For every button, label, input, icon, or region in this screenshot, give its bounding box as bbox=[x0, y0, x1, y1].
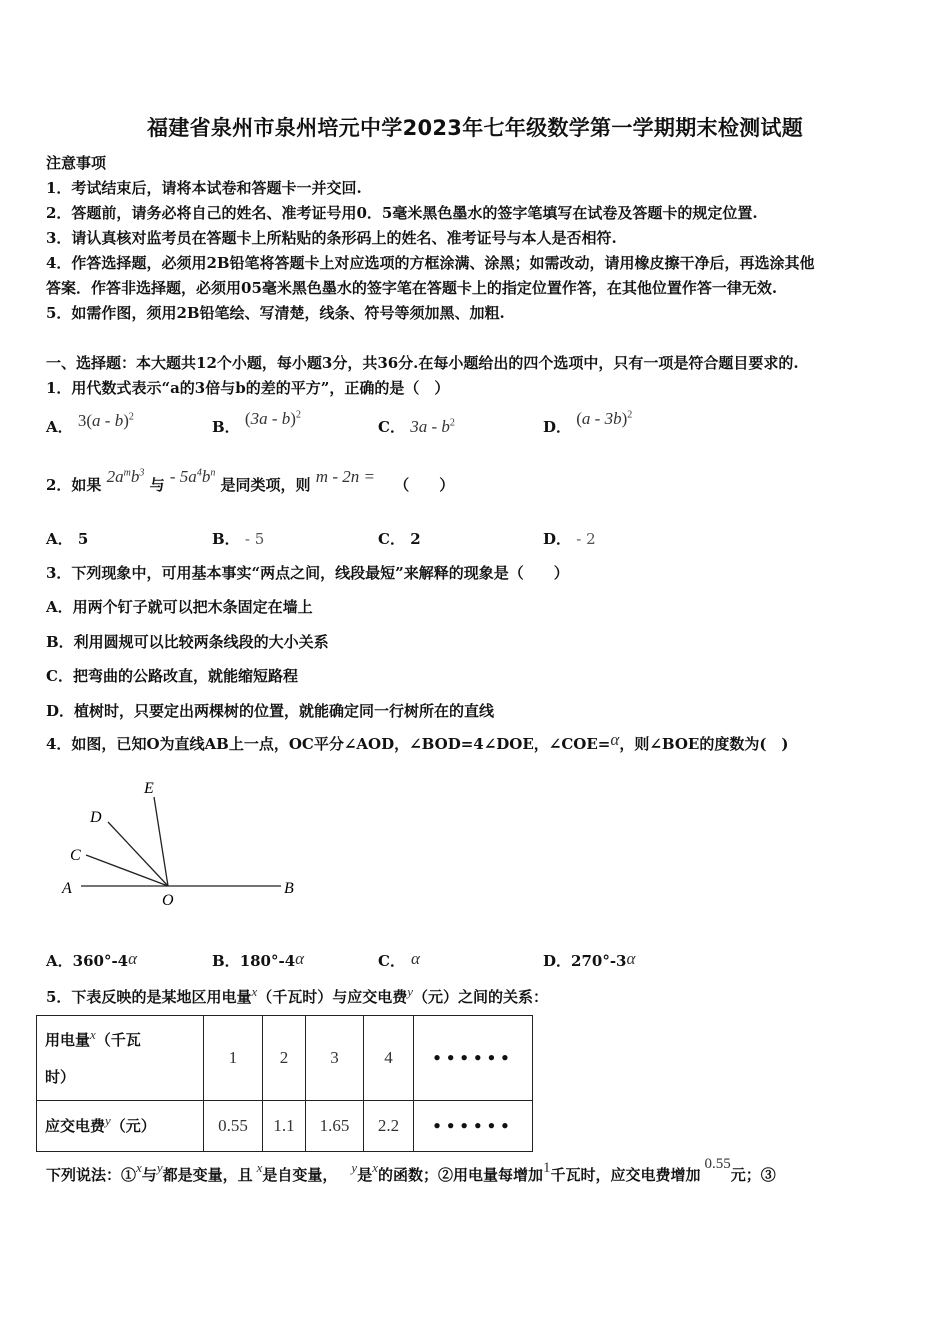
q2-option-c bbox=[378, 528, 421, 549]
notice-item: 1．考试结束后，请将本试卷和答题卡一并交回. bbox=[46, 179, 362, 197]
num-one: 1 bbox=[543, 1160, 551, 1176]
stmt-text: 的函数；②用电量每增加 bbox=[377, 1166, 543, 1184]
term1-exp-3: 3 bbox=[139, 467, 145, 479]
notice-item: 3．请认真核对监考员在答题卡上所粘贴的条形码上的姓名、准考证号与本人是否相符. bbox=[46, 229, 617, 247]
table-cell: 0.55 bbox=[204, 1101, 263, 1152]
option-label: B． bbox=[212, 418, 240, 436]
q1-option-d: D． (a - 3b)$^2$ bbox=[543, 409, 633, 436]
stmt-text: 元；③ bbox=[730, 1166, 776, 1184]
q2-option-a bbox=[46, 528, 88, 549]
ray-OC bbox=[86, 855, 168, 886]
term2-exp-4: 4 bbox=[196, 467, 202, 479]
option-label: B． bbox=[212, 952, 240, 970]
option-value: 270°-3 bbox=[571, 952, 627, 970]
q3-option-d: D．植树时，只要定出两棵树的位置，就能确定同一行树所在的直线 bbox=[46, 702, 495, 720]
stmt-text: 都是变量，且 bbox=[162, 1166, 253, 1184]
option-label: C． bbox=[378, 418, 405, 436]
point-label-O: O bbox=[162, 892, 174, 909]
header-text: 应交电费 bbox=[45, 1116, 106, 1135]
point-label-A: A bbox=[62, 880, 72, 897]
alpha-symbol: α bbox=[610, 730, 620, 749]
table-cell: 1.1 bbox=[263, 1101, 306, 1152]
question-4-stem bbox=[46, 730, 789, 754]
math-expr: a - b bbox=[92, 411, 124, 430]
q1-option-c bbox=[378, 416, 455, 437]
option-value: 5 bbox=[77, 530, 89, 548]
header-text: （元） bbox=[110, 1116, 156, 1135]
page-title: 福建省泉州市泉州培元中学2023年七年级数学第一学期期末检测试题 bbox=[146, 116, 804, 140]
q4-option-d bbox=[543, 950, 635, 971]
point-label-B: B bbox=[284, 880, 294, 897]
q2-with: 与 bbox=[149, 476, 165, 494]
num-amount: 0.55 bbox=[704, 1156, 731, 1172]
term2-exp-n: n bbox=[210, 467, 216, 479]
option-label: D． bbox=[543, 418, 572, 436]
option-value: 180°-4 bbox=[239, 952, 296, 970]
alpha-symbol: α bbox=[410, 949, 420, 968]
stmt-text: 是 bbox=[357, 1166, 373, 1184]
q5-stem-c: （元）之间的关系： bbox=[413, 988, 549, 1006]
var-y: y bbox=[351, 1160, 358, 1175]
table-cell: 1.65 bbox=[306, 1101, 364, 1152]
option-label: D． bbox=[543, 530, 572, 548]
math-expr: a - 3b bbox=[581, 409, 622, 428]
alpha-symbol: α bbox=[295, 949, 305, 968]
notice-item: 答案．作答非选择题，必须用05毫米黑色墨水的签字笔在答题卡上的指定位置作答，在其他位置作答一律无效. bbox=[46, 279, 778, 297]
q2-option-b bbox=[212, 528, 264, 549]
term2-coef: - 5a bbox=[169, 467, 197, 486]
notice-item: 5．如需作图，须用2B铅笔绘、写清楚，线条、符号等须加黑、加粗. bbox=[46, 304, 505, 322]
table-cell: 2 bbox=[263, 1016, 306, 1101]
term2-b: b bbox=[201, 467, 211, 486]
q4-option-c bbox=[378, 950, 420, 971]
option-value: 360°-4 bbox=[72, 952, 129, 970]
table-header-cell bbox=[37, 1101, 204, 1152]
table-cell: 4 bbox=[364, 1016, 414, 1101]
q3-option-b: B．利用圆规可以比较两条线段的大小关系 bbox=[46, 633, 329, 651]
option-value: 2 bbox=[410, 530, 421, 548]
q3-option-c: C．把弯曲的公路改直，就能缩短路程 bbox=[46, 667, 298, 685]
notice-heading: 注意事项 bbox=[46, 154, 107, 172]
question-3-stem: 3．下列现象中，可用基本事实“两点之间，线段最短”来解释的现象是（ ） bbox=[46, 564, 569, 582]
option-label: C． bbox=[378, 530, 405, 548]
q4-stem-b: ，则∠BOE的度数为( ) bbox=[619, 735, 789, 753]
section-heading: 一、选择题：本大题共12个小题，每小题3分，共36分.在每小题给出的四个选项中，只有一项是符合题目要求的. bbox=[46, 354, 799, 372]
option-value: - 2 bbox=[576, 530, 596, 548]
point-label-E: E bbox=[144, 780, 154, 797]
stmt-text: 与 bbox=[141, 1166, 157, 1184]
q4-option-a bbox=[46, 950, 137, 971]
q2-same: 是同类项，则 bbox=[220, 476, 311, 494]
q4-stem-a: 4．如图，已知O为直线AB上一点，OC平分∠AOD，∠BOD=4∠DOE，∠COE= bbox=[46, 735, 611, 753]
q2-expr: m - 2n = bbox=[315, 467, 375, 486]
point-label-C: C bbox=[70, 847, 81, 864]
q5-statements bbox=[46, 1156, 776, 1185]
term1-exp-m: m bbox=[123, 467, 131, 479]
var-y: y bbox=[105, 1112, 111, 1128]
option-label: C． bbox=[378, 952, 405, 970]
var-x: x bbox=[251, 984, 258, 999]
math-exp: 2 bbox=[295, 409, 301, 421]
math-coef: 3 bbox=[77, 411, 87, 430]
question-5-stem bbox=[46, 986, 548, 1007]
math-exp: 2 bbox=[449, 417, 455, 429]
var-x: x bbox=[372, 1160, 378, 1175]
point-label-D: D bbox=[90, 809, 102, 826]
alpha-symbol: α bbox=[128, 949, 138, 968]
table-cell-ellipsis: •••••• bbox=[414, 1016, 533, 1101]
table-cell: 1 bbox=[204, 1016, 263, 1101]
stmt-text: 千瓦时，应交电费增加 bbox=[550, 1166, 701, 1184]
option-label: B． bbox=[212, 530, 240, 548]
q2-option-d bbox=[543, 528, 596, 549]
table-cell: 2.2 bbox=[364, 1101, 414, 1152]
notice-item: 2．答题前，请务必将自己的姓名、准考证号用0．5毫米黑色墨水的签字笔填写在试卷及答题卡的规定位置. bbox=[46, 204, 758, 222]
table-row bbox=[37, 1016, 533, 1101]
var-y: y bbox=[156, 1160, 163, 1175]
math-expr: 3a - b bbox=[410, 417, 450, 436]
q1-option-b: B． (3a - b)$^2$ bbox=[212, 409, 301, 436]
table-cell-ellipsis: •••••• bbox=[414, 1101, 533, 1152]
q5-stem-a: 5．下表反映的是某地区用电量 bbox=[46, 988, 252, 1006]
var-x: x bbox=[256, 1160, 263, 1175]
var-x: x bbox=[136, 1160, 142, 1175]
q1-option-a: A． 3(a - b)$^2$ bbox=[46, 411, 134, 436]
alpha-symbol: α bbox=[626, 949, 636, 968]
q2-prefix: 2．如果 bbox=[46, 476, 102, 494]
option-label: D． bbox=[543, 952, 572, 970]
question-2-stem bbox=[46, 467, 455, 495]
q3-option-a: A．用两个钉子就可以把木条固定在墙上 bbox=[46, 598, 313, 616]
var-x: x bbox=[90, 1026, 96, 1042]
term1-coef: 2a bbox=[106, 467, 124, 486]
option-label: A． bbox=[46, 530, 73, 548]
option-label: A． bbox=[46, 952, 73, 970]
option-label: A． bbox=[46, 418, 73, 436]
q5-stem-b: （千瓦时）与应交电费 bbox=[257, 988, 408, 1006]
question-1-stem: 1．用代数式表示“a的3倍与b的差的平方”，正确的是（ ） bbox=[46, 379, 450, 397]
math-expr: 3a - b bbox=[250, 409, 291, 428]
math-exp: 2 bbox=[128, 411, 134, 423]
q4-figure bbox=[56, 775, 316, 910]
header-text: （千瓦 bbox=[95, 1030, 141, 1049]
option-value: - 5 bbox=[244, 530, 265, 548]
stmt-text: 是自变量， bbox=[262, 1166, 338, 1184]
term1-b: b bbox=[130, 467, 140, 486]
table-cell: 3 bbox=[306, 1016, 364, 1101]
header-text: 时） bbox=[45, 1067, 76, 1086]
notice-item: 4．作答选择题，必须用2B铅笔将答题卡上对应选项的方框涂满、涂黑；如需改动，请用橡皮擦干净后，再选涂其他 bbox=[46, 254, 815, 272]
table-row bbox=[37, 1101, 533, 1152]
math-exp: 2 bbox=[627, 409, 633, 421]
header-text: 用电量 bbox=[45, 1030, 91, 1049]
var-y: y bbox=[407, 984, 414, 999]
data-table bbox=[36, 1015, 533, 1152]
stmt-text: 下列说法：① bbox=[46, 1166, 137, 1184]
table-header-cell bbox=[37, 1016, 204, 1101]
q4-option-b bbox=[212, 950, 304, 971]
q2-paren: （ ） bbox=[394, 476, 455, 494]
